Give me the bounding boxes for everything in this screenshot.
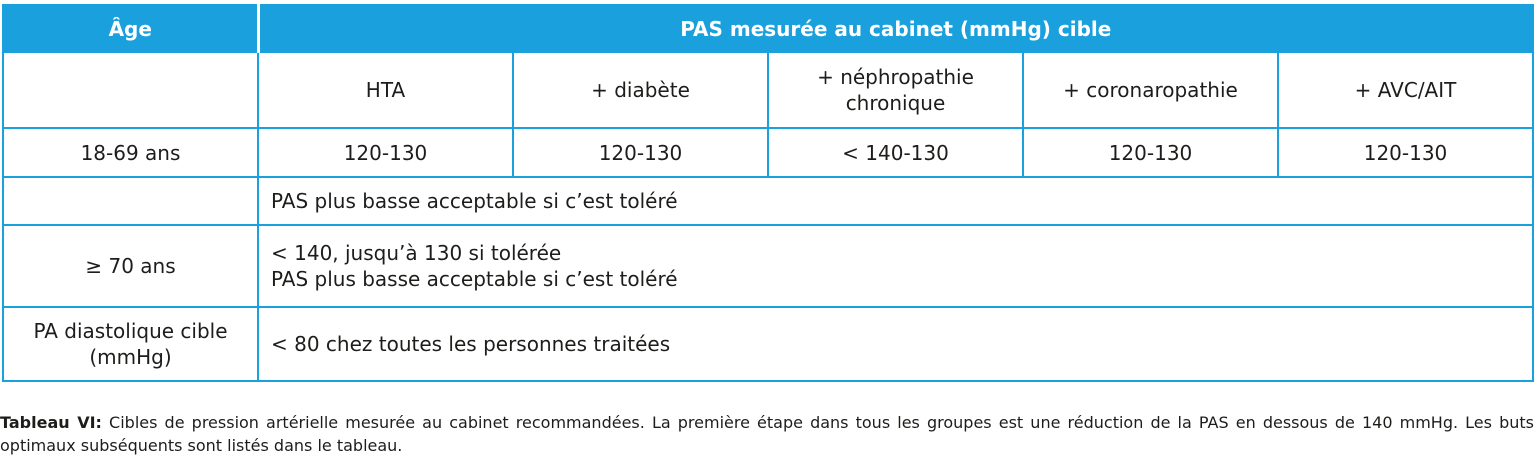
subheader-row bbox=[3, 52, 1533, 128]
subheader-nephropathie-line2: chronique bbox=[845, 91, 946, 115]
table-row-pad bbox=[3, 307, 1533, 381]
table-row-18-69 bbox=[3, 128, 1533, 177]
caption-label: Tableau VI: bbox=[0, 413, 102, 432]
row-label-pad bbox=[3, 307, 258, 381]
value-diabete: 120-130 bbox=[513, 128, 768, 177]
row-70-text bbox=[258, 225, 1533, 307]
value-hta: 120-130 bbox=[258, 128, 513, 177]
bp-targets-table bbox=[2, 4, 1534, 382]
row-note-text: PAS plus basse acceptable si c’est toléré bbox=[258, 177, 1533, 225]
subheader-empty bbox=[3, 52, 258, 128]
row-label-pad-line1: PA diastolique cible bbox=[33, 319, 228, 343]
subheader-coronaropathie: + coronaropathie bbox=[1023, 52, 1278, 128]
row-pad-text: < 80 chez toutes les personnes traitées bbox=[258, 307, 1533, 381]
value-avc-ait: 120-130 bbox=[1278, 128, 1533, 177]
row-70-line2: PAS plus basse acceptable si c’est toléré bbox=[271, 267, 678, 291]
table-row-note bbox=[3, 177, 1533, 225]
subheader-nephropathie bbox=[768, 52, 1023, 128]
table-row-70 bbox=[3, 225, 1533, 307]
subheader-avc-ait: + AVC/AIT bbox=[1278, 52, 1533, 128]
subheader-hta: HTA bbox=[258, 52, 513, 128]
subheader-diabete: + diabète bbox=[513, 52, 768, 128]
value-coronaropathie: 120-130 bbox=[1023, 128, 1278, 177]
header-age: Âge bbox=[3, 5, 258, 52]
row-note-empty bbox=[3, 177, 258, 225]
table-caption bbox=[0, 411, 1534, 457]
subheader-nephropathie-line1: + néphropathie bbox=[817, 65, 974, 89]
header-target: PAS mesurée au cabinet (mmHg) cible bbox=[258, 5, 1533, 52]
row-label-pad-line2: (mmHg) bbox=[89, 345, 172, 369]
value-nephropathie: < 140-130 bbox=[768, 128, 1023, 177]
table-header-row bbox=[3, 5, 1533, 52]
row-70-line1: < 140, jusqu’à 130 si tolérée bbox=[271, 241, 562, 265]
caption-text: Cibles de pression artérielle mesurée au cabinet recommandées. La première étape dans tous les groupes est une réduction de la PAS en dessous de 140 mmHg. Les buts optimaux subséquents sont listés dans le tableau. bbox=[0, 413, 1534, 455]
row-label-18-69: 18-69 ans bbox=[3, 128, 258, 177]
row-label-70: ≥ 70 ans bbox=[3, 225, 258, 307]
